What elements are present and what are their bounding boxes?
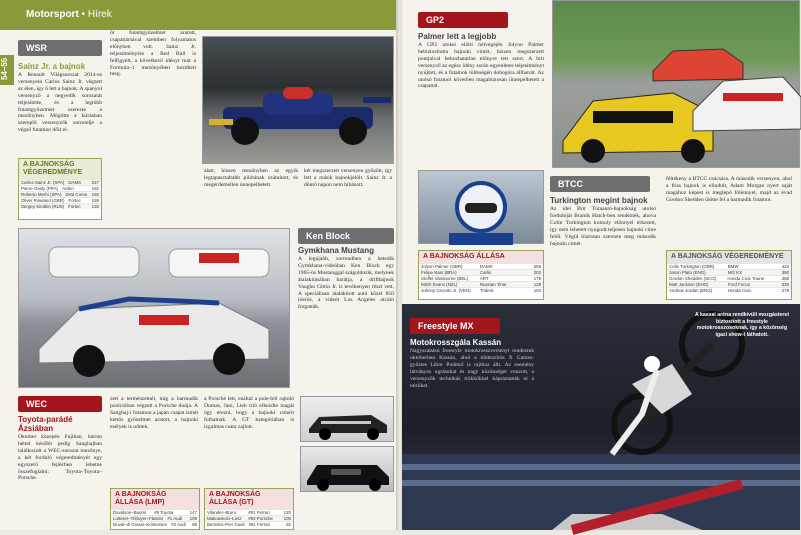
table-row: Johnny Cecotto Jr. (VEN) Trident 104 [421,288,542,293]
btcc-text-col1: Az idei Brit Túraautó-bajnokság utolsó fordulóját Brands Hatch-ben rendezték, ahova Colin Turkington komoly előnnyel érkezett, így nem lehetett nyugodt teljesen bajnoki címe felől. Végül biztosan szerezte meg második bajnoki címét. [550,206,656,247]
lmp-standings-box [110,488,200,530]
kenblock-text-tail [298,498,394,528]
table-row: Stoffel Vandoorne (BEL) ART 179 [421,276,542,281]
fmx-photo-caption: A kassai aréna rendkívüli mozgásteret biztosított a freestyle motokrosszosoknak, így a közönség igazi show-t láthatott. [694,312,790,338]
wsr-text-col3: alatt, hiszen mezőnyben az egyik legtapasztaltabb pilótának számított, és megérdemelten ünnepelhetett. [204,168,298,188]
wsr-heading: Sainz Jr. a bajnok [18,62,86,71]
gp2-text: A GP2 utolsó előtti hétvégéjén Jolyon Palmer bebiztosította bajnoki címét, hiszen megszerzett pontjaival behozhatatlan előnyre tett szert. A brit versenyző az egész idény során egyenletes teljesítményt nyújtott, és a futamok többségén dobogóra állhatott. Az utolsó futamot követően magabiztosan ünnepelhetett a csapattal. [418,42,544,90]
table-row: Oliver Rowland (GBR) Fortec 159 [21,198,99,203]
section-label-fmx: Freestyle MX [410,318,500,334]
gt-standings-title: A BAJNOKSÁG ÁLLÁSA (GT) [205,489,293,509]
wec-text-col3: a Porsché lett, ezáltal a pole-ból rajtoló Dumas, Jani, Lieb trió elkezdte magát úgy érezni, hogy a bajnoki címért futhatnak. A GT kategóriában is izgalmas csata zajlott. [204,396,294,430]
wsr-racecar-photo [202,36,394,164]
wsr-standings-table [19,179,101,209]
right-page [402,0,800,530]
gt-standings-box [204,488,294,530]
table-row: Jason Plato (ENG) MG KX 390 [669,270,790,275]
left-page [0,0,398,530]
gp2-standings-box [418,250,544,300]
section-label-btcc: BTCC [550,176,650,192]
table-row: Jolyon Palmer (GBR) DAMS 256 [421,264,542,269]
table-row: Davidson–Buemi #8 Toyota 147 [111,509,199,515]
table-row: Gordon Shedden (SCO) Honda Civic Tourer 358 [669,276,789,281]
gp2-standings-title: A BAJNOKSÁG ÁLLÁSA [419,251,543,263]
section-label-kenblock: Ken Block [298,228,394,244]
wsr-text-col4: két megszerzett versenyen győzött, így lett a másik bajnokjelölt. Sainz Jr. a döntő napon nem hibázott. [304,168,392,188]
kenblock-heading: Gymkhana Mustang [298,246,375,255]
table-row: Andrew Jordan (ENG) Honda Civic 278 [669,288,790,293]
wsr-standings-title: A BAJNOKSÁG VÉGEREDMÉNYE [19,159,101,179]
table-row: Carlos Sainz Jr. (SPA) DAMS 227 [21,180,99,185]
section-label-wsr: WSR [18,40,102,56]
gp2-touring-cars-photo [552,0,800,168]
table-row: Duval–di Grassi–Kristensen #2 Audi 99 [113,522,197,527]
section-label-wec: WEC [18,396,102,412]
table-row: Colin Turkington (GBR) BMW 434 [669,264,790,269]
mustang-photo-1 [300,396,394,442]
wsr-text-col1: A Renault Világsorozat 2014-es versenyein Carlos Sainz Jr. végzett az élen, így ő lett a bajnok. A spanyol versenyző a negyedik sorozatát teljesítette, és a legtöbb futamgyőzelmet szerezte a mezőnyben. Mögötte a kiírásban szereplő versenyzők sorrendje a végső futamon dőlt el. [18,72,102,134]
table-row: Makowiecki–Lietz #92 Porsche 105 [205,515,293,521]
header-title: Motorsport • Hírek [26,9,112,20]
fmx-heading: Motokrosszgála Kassán [410,338,502,347]
table-row: Felipe Nasr (BRA) Carlin 202 [421,270,542,275]
gp2-heading: Palmer lett a legjobb [418,32,497,41]
section-label-gp2: GP2 [418,12,508,28]
btcc-standings-box [666,250,792,300]
table-row: Roberto Merhi (SPA) Zeta Corse 160 [21,192,99,197]
table-row: Pierre Gasly (FRA) Arden 192 [21,186,99,191]
wec-text-col2: zett a természetnél, míg a harmadik pozícióban végzett a Porsche duója. A Sanghaj-i futamon a japán csapat ismét kettős győzelmet aratott, a bajnoki esélyek is nőttek. [110,396,198,430]
table-row: Sergey Sirotkin (RUS) Fortec 132 [21,204,99,209]
btcc-text-col2: féltékeny a BTCC csúcsára. A második versenyen, ahol a friss bajnok is elindult, Adam Morgan nyert saját magához képest is meglepő fölénnyel, majd az évad Gordon Shedden ütötte fel a harmadik futamot. [666,176,792,203]
table-row: Lotterer–Tréluyer–Fässler #1 Audi 109 [113,516,197,521]
fmx-text: Nagyszabású freestyle motokrosszversenyt rendeztek októberben Kassán, ahol a többszörös X Games-győztes Libor Podmol is rajthoz állt. Az esemény látványos ugrásokat és nagy közönséget vonzott, a versenyzők technikás trükkökkel kápráztatták el a nézőket. [410,348,534,389]
wec-prototypes-photo [18,228,290,388]
wec-text-col1: Oktober közepén Fujiban, három héttel később pedig Sanghajban találkozott a WEC-sorozat mezőnye, a két forduló végeredményét egy egyszerű fejlécben lehetne összefoglalni: Toyota–Toyota–Porsche. [18,434,102,482]
lmp-standings-title: A BAJNOKSÁG ÁLLÁSA (LMP) [111,489,199,509]
page-header [0,0,398,30]
kenblock-text: A legújabb, sorrendben a hetedik Gymkhana-videóban Ken Block egy 1965-ös Mustanggal száguldozik, melynek átalakításában barátja, a driftbajnok Vaughn Gittin Jr. is tevékenyen részt vett. A speciálisan átalakított autó közel 850 lóerős, a videót Los Angeles utcáin forgatták. [298,256,395,311]
table-row: Bertolini–Pier Guidi #81 Ferrari 92 [207,522,291,527]
btcc-standings-title: A BAJNOKSÁG VÉGEREDMÉNYE [667,251,791,263]
gp2-driver-photo [418,170,544,244]
page-number-tab: 54–55 [0,55,14,85]
wsr-text-col2: öt futamgyőzelmet aratott, csapattársával szemben folyamatos előnyben volt. Sainz Jr. teljesítményére a Red Bull is felfigyelt, a következő idényt már a Formula–1 mezőnyében kezdheti meg. [110,30,196,78]
btcc-heading: Turkington megint bajnok [550,196,648,205]
table-row: Mitch Evans (NZL) Russian Time 128 [421,282,542,287]
mustang-photo-2 [300,446,394,492]
table-row: Vilander–Bruni #51 Ferrari 120 [205,509,293,515]
wsr-standings-box [18,158,102,220]
table-row: Matt Jackson (ENG) Ford Focus 330 [669,282,790,287]
wec-heading: Toyota-parádé Ázsiában [18,415,73,433]
